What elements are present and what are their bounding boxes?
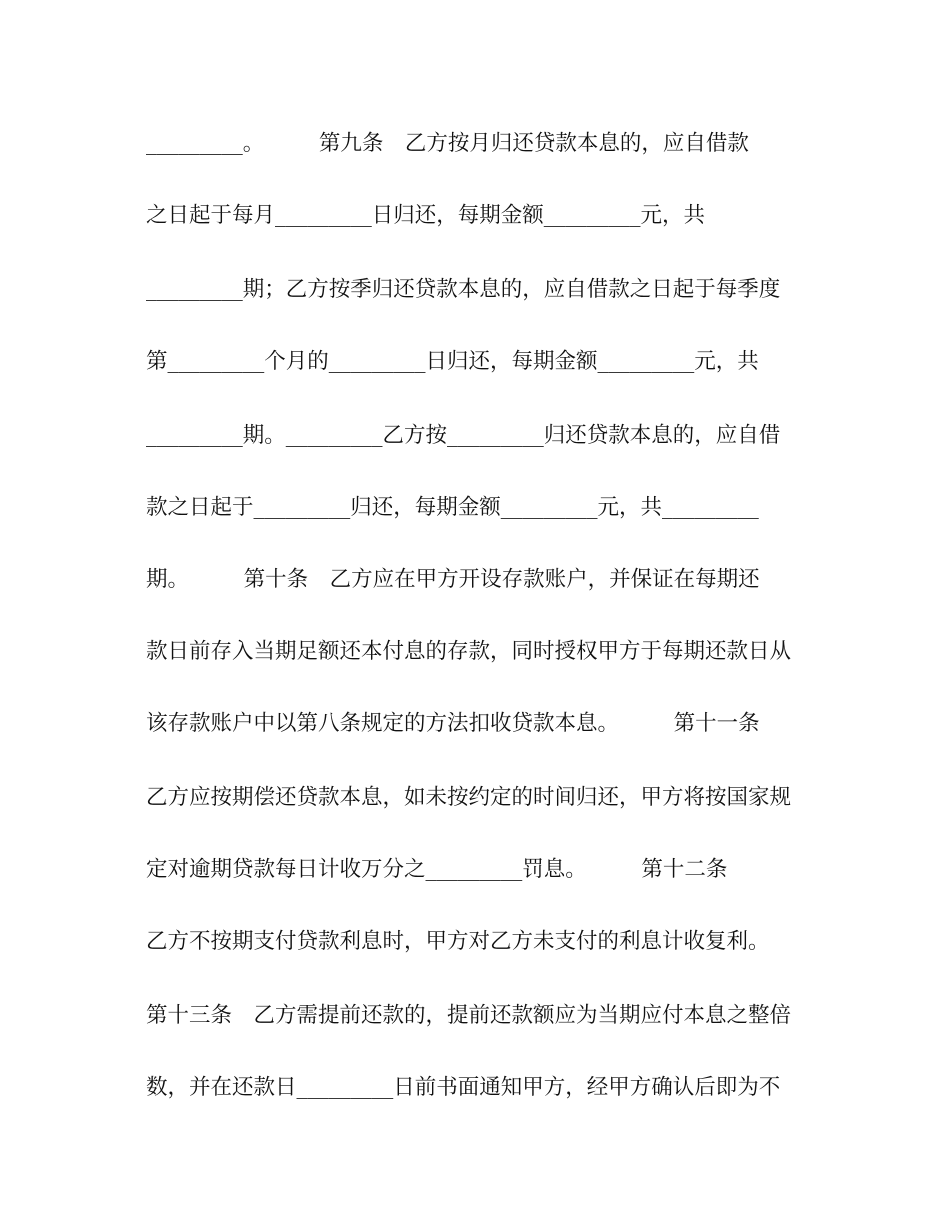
text-line-2: 之日起于每月_________日归还，每期金额_________元，共 <box>146 203 706 228</box>
text-line-13: 第十三条 乙方需提前还款的，提前还款额应为当期应付本息之整倍 <box>146 1003 792 1028</box>
text-line-7: 期。 第十条 乙方应在甲方开设存款账户，并保证在每期还 <box>146 567 760 592</box>
text-line-11: 定对逾期贷款每日计收万分之_________罚息。 第十二条 <box>146 857 728 882</box>
text-line-5: _________期。_________乙方按_________归还贷款本息的，应自借 <box>146 423 781 448</box>
text-line-9: 该存款账户中以第八条规定的方法扣收贷款本息。 第十一条 <box>146 711 760 736</box>
text-line-8: 款日前存入当期足额还本付息的存款，同时授权甲方于每期还款日从 <box>146 639 792 664</box>
text-line-1: _________。 第九条 乙方按月归还贷款本息的，应自借款 <box>146 131 749 156</box>
text-line-10: 乙方应按期偿还贷款本息，如未按约定的时间归还，甲方将按国家规 <box>146 785 792 810</box>
text-line-12: 乙方不按期支付贷款利息时，甲方对乙方未支付的利息计收复利。 <box>146 929 770 954</box>
text-line-4: 第_________个月的_________日归还，每期金额_________元，共 <box>146 349 759 374</box>
text-line-6: 款之日起于_________归还，每期金额_________元，共_________ <box>146 495 759 520</box>
text-line-3: _________期；乙方按季归还贷款本息的，应自借款之日起于每季度 <box>146 277 781 302</box>
text-line-14: 数，并在还款日_________日前书面通知甲方，经甲方确认后即为不 <box>146 1075 781 1100</box>
